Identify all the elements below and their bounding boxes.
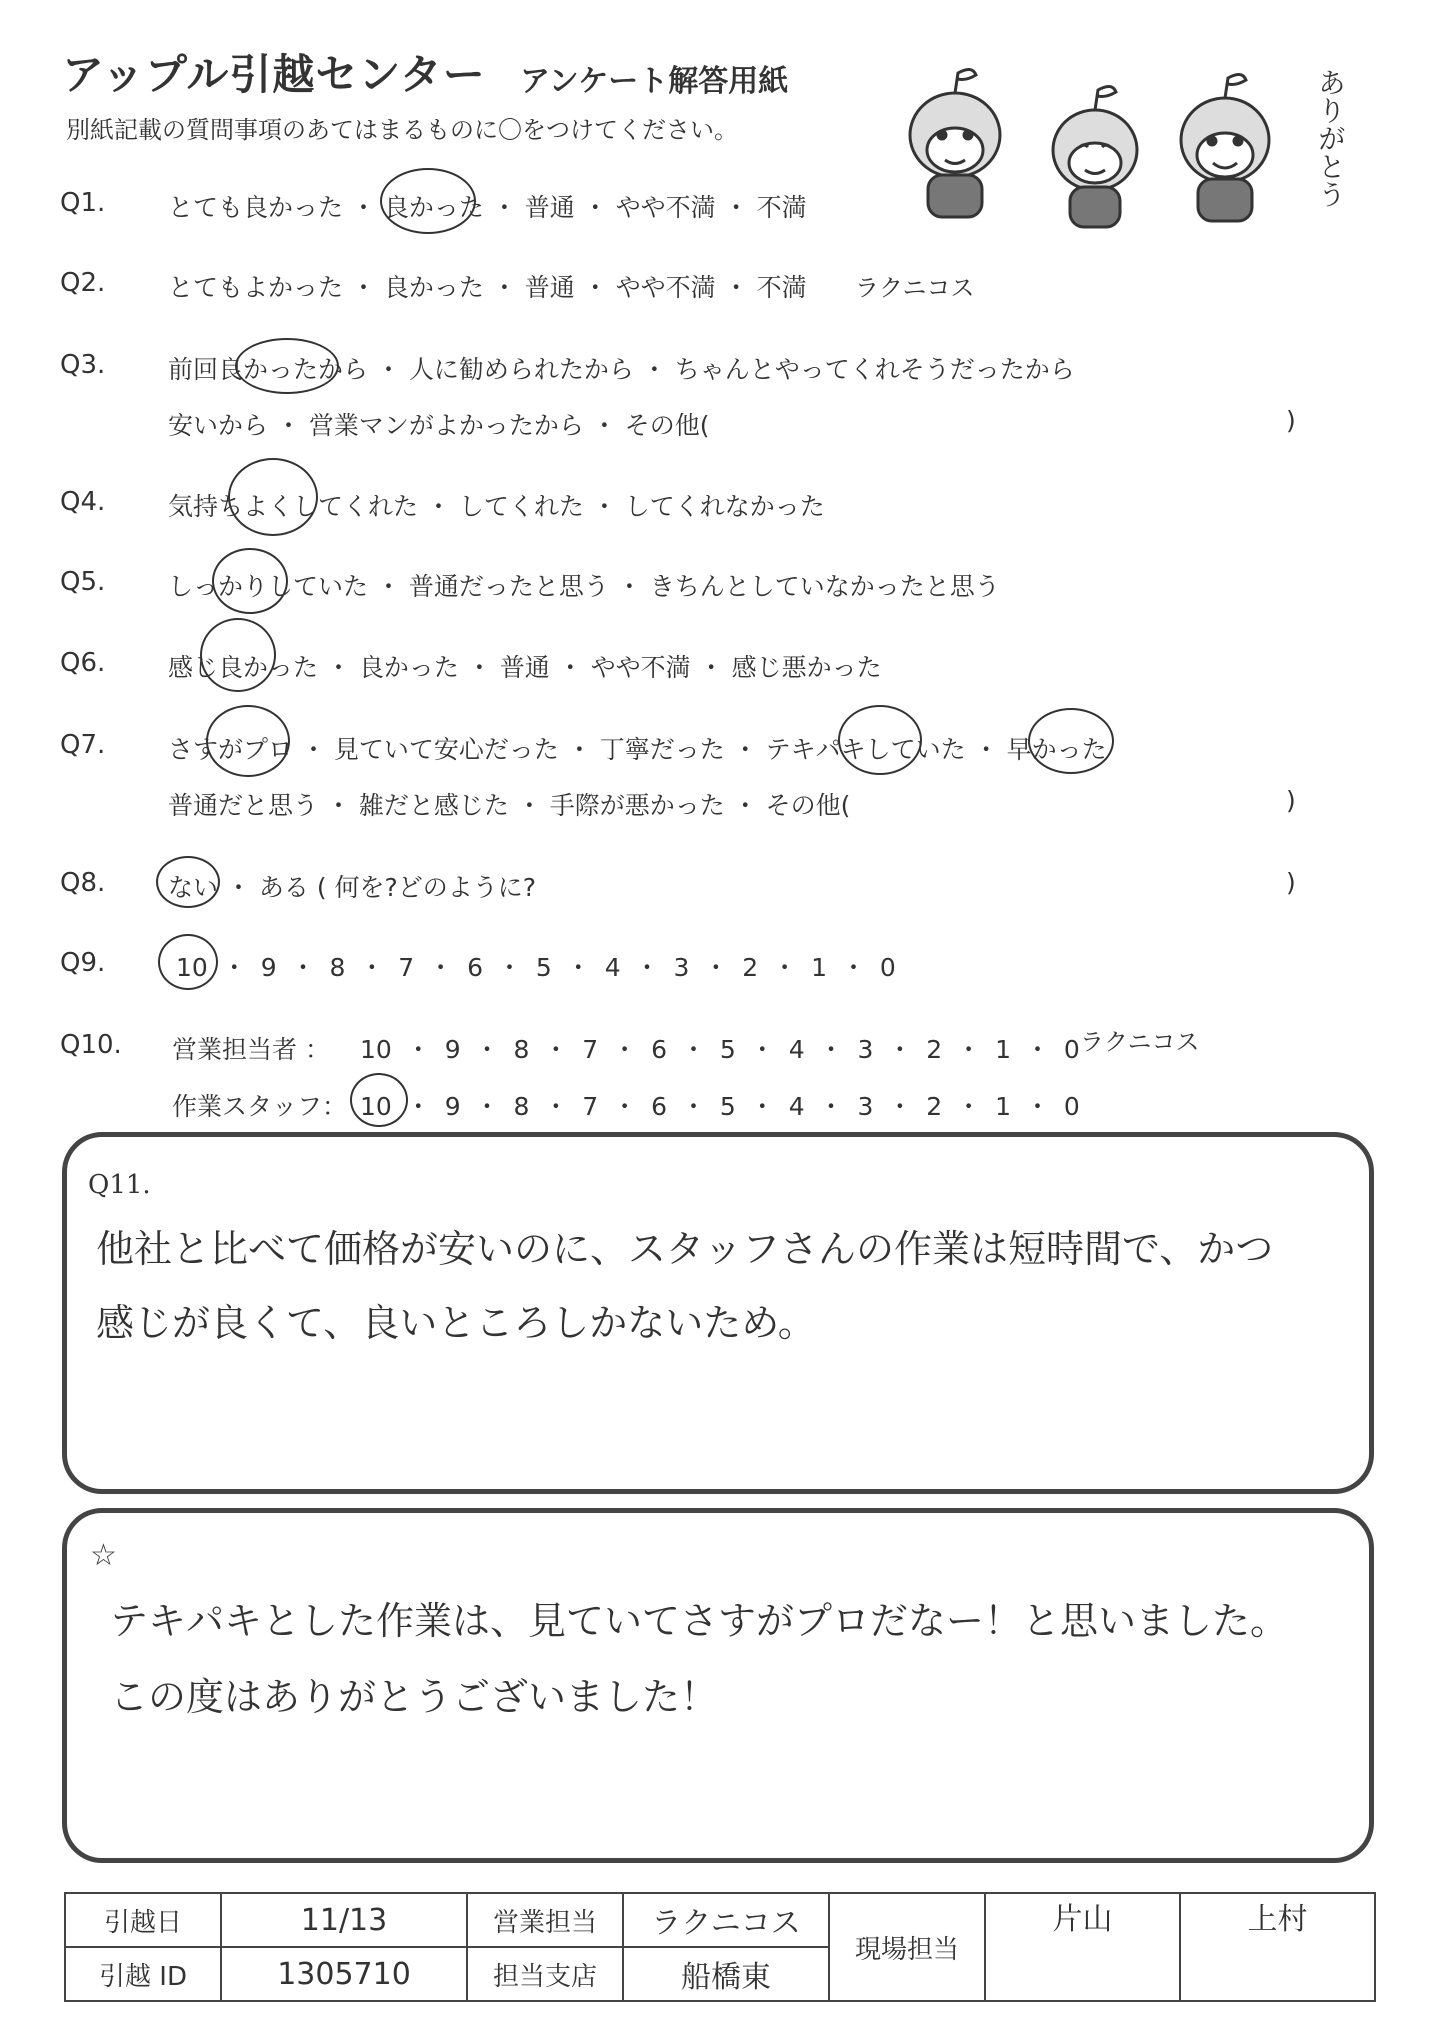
site-rep-2: 上村 bbox=[1180, 1893, 1375, 2001]
branch-value: 船橋東 bbox=[623, 1947, 829, 2001]
q3-options-line2: 安いから ・ 営業マンがよかったから ・ その他( bbox=[168, 411, 710, 440]
mascot-right bbox=[1181, 74, 1269, 221]
q8-label: Q8. bbox=[60, 868, 106, 898]
q5-label: Q5. bbox=[60, 567, 106, 597]
q11-answer-line2: 感じが良くて、良いところしかないため。 bbox=[96, 1301, 816, 1345]
q11-label: Q11. bbox=[88, 1170, 151, 1200]
q1-selection-circle bbox=[380, 168, 476, 234]
q6-selection-circle bbox=[200, 618, 276, 692]
q7-options-line1: さすがプロ ・ 見ていて安心だった ・ 丁寧だった ・ テキパキしていた ・ 早かった bbox=[168, 735, 1107, 764]
q4-options: 気持ちよくしてくれた ・ してくれた ・ してくれなかった bbox=[168, 492, 825, 521]
q1-options: とても良かった ・ 良かった ・ 普通 ・ やや不満 ・ 不満 bbox=[168, 193, 807, 222]
star-label: ☆ bbox=[90, 1538, 117, 1573]
move-date-label: 引越日 bbox=[65, 1893, 221, 1947]
sales-rep-label: 営業担当 bbox=[467, 1893, 623, 1947]
site-rep-1: 片山 bbox=[985, 1893, 1180, 2001]
q6-label: Q6. bbox=[60, 648, 106, 678]
mascot-left bbox=[910, 69, 1000, 217]
sales-rep-value: ラクニコス bbox=[623, 1893, 829, 1947]
q6-options: 感じ良かった ・ 良かった ・ 普通 ・ やや不満 ・ 感じ悪かった bbox=[168, 653, 882, 682]
q9-scale: 10 ・ 9 ・ 8 ・ 7 ・ 6 ・ 5 ・ 4 ・ 3 ・ 2 ・ 1 ・ 0 bbox=[176, 953, 896, 982]
q4-selection-circle bbox=[228, 458, 318, 536]
q10-sales-scale: 10 ・ 9 ・ 8 ・ 7 ・ 6 ・ 5 ・ 4 ・ 3 ・ 2 ・ 1 ・ 0 bbox=[360, 1035, 1080, 1064]
company-title: アップル引越センター bbox=[62, 50, 486, 99]
q10-staff-selection-circle bbox=[350, 1073, 408, 1127]
instruction-text: 別紙記載の質問事項のあてはまるものに〇をつけてください。 bbox=[66, 116, 738, 144]
q7-label: Q7. bbox=[60, 730, 106, 760]
q10-sales-label: 営業担当者 ： bbox=[172, 1035, 330, 1064]
q1-label: Q1. bbox=[60, 188, 106, 218]
q5-options: しっかりしていた ・ 普通だったと思う ・ きちんとしていなかったと思う bbox=[168, 572, 1000, 601]
mascot-middle bbox=[1053, 86, 1137, 227]
q8-options: ない ・ ある ( 何を?どのように? bbox=[168, 873, 537, 902]
q10-sales-handwritten-note: ラクニコス bbox=[1080, 1028, 1200, 1056]
q2-options: とてもよかった ・ 良かった ・ 普通 ・ やや不満 ・ 不満 bbox=[168, 273, 807, 302]
q9-selection-circle bbox=[158, 934, 218, 990]
q7-selection-circle-pro bbox=[206, 705, 290, 777]
q9-label: Q9. bbox=[60, 948, 106, 978]
site-rep-label: 現場担当 bbox=[829, 1893, 985, 2001]
form-subtitle: アンケート解答用紙 bbox=[520, 64, 789, 99]
q10-label: Q10. bbox=[60, 1030, 122, 1060]
q7-options-line2: 普通だと思う ・ 雑だと感じた ・ 手際が悪かった ・ その他( bbox=[168, 791, 851, 820]
move-id-label: 引越 ID bbox=[65, 1947, 221, 2001]
q7-selection-circle-hayakatta bbox=[1028, 708, 1114, 774]
q2-label: Q2. bbox=[60, 268, 106, 298]
q3-close-paren: ) bbox=[1286, 406, 1296, 435]
move-date-value: 11/13 bbox=[221, 1893, 467, 1947]
q2-handwritten-note: ラクニコス bbox=[855, 274, 975, 302]
q8-close-paren: ) bbox=[1286, 868, 1296, 897]
q4-label: Q4. bbox=[60, 487, 106, 517]
q5-selection-circle bbox=[212, 548, 288, 614]
thanks-text: ありがとう bbox=[1314, 68, 1347, 208]
q7-close-paren: ) bbox=[1286, 786, 1296, 815]
q10-staff-label: 作業スタッフ： bbox=[172, 1092, 348, 1121]
branch-label: 担当支店 bbox=[467, 1947, 623, 2001]
comment-line1: テキパキとした作業は、見ていてさすがプロだなー！と思いました。 bbox=[110, 1599, 1289, 1643]
q3-label: Q3. bbox=[60, 350, 106, 380]
q11-answer-line1: 他社と比べて価格が安いのに、スタッフさんの作業は短時間で、かつ bbox=[96, 1227, 1274, 1271]
q3-options-line1: 前回良かったから ・ 人に勧められたから ・ ちゃんとやってくれそうだったから bbox=[168, 355, 1075, 384]
move-id-value: 1305710 bbox=[221, 1947, 467, 2001]
mascot-illustration bbox=[880, 55, 1350, 235]
q10-staff-scale: 10 ・ 9 ・ 8 ・ 7 ・ 6 ・ 5 ・ 4 ・ 3 ・ 2 ・ 1 ・ 0 bbox=[360, 1092, 1080, 1121]
q3-selection-circle bbox=[235, 338, 339, 394]
comment-line2: この度はありがとうございました！ bbox=[110, 1675, 719, 1719]
q8-selection-circle bbox=[156, 856, 220, 908]
q7-selection-circle-tekipaki bbox=[838, 705, 922, 775]
footer-info-table bbox=[64, 1892, 1376, 2002]
